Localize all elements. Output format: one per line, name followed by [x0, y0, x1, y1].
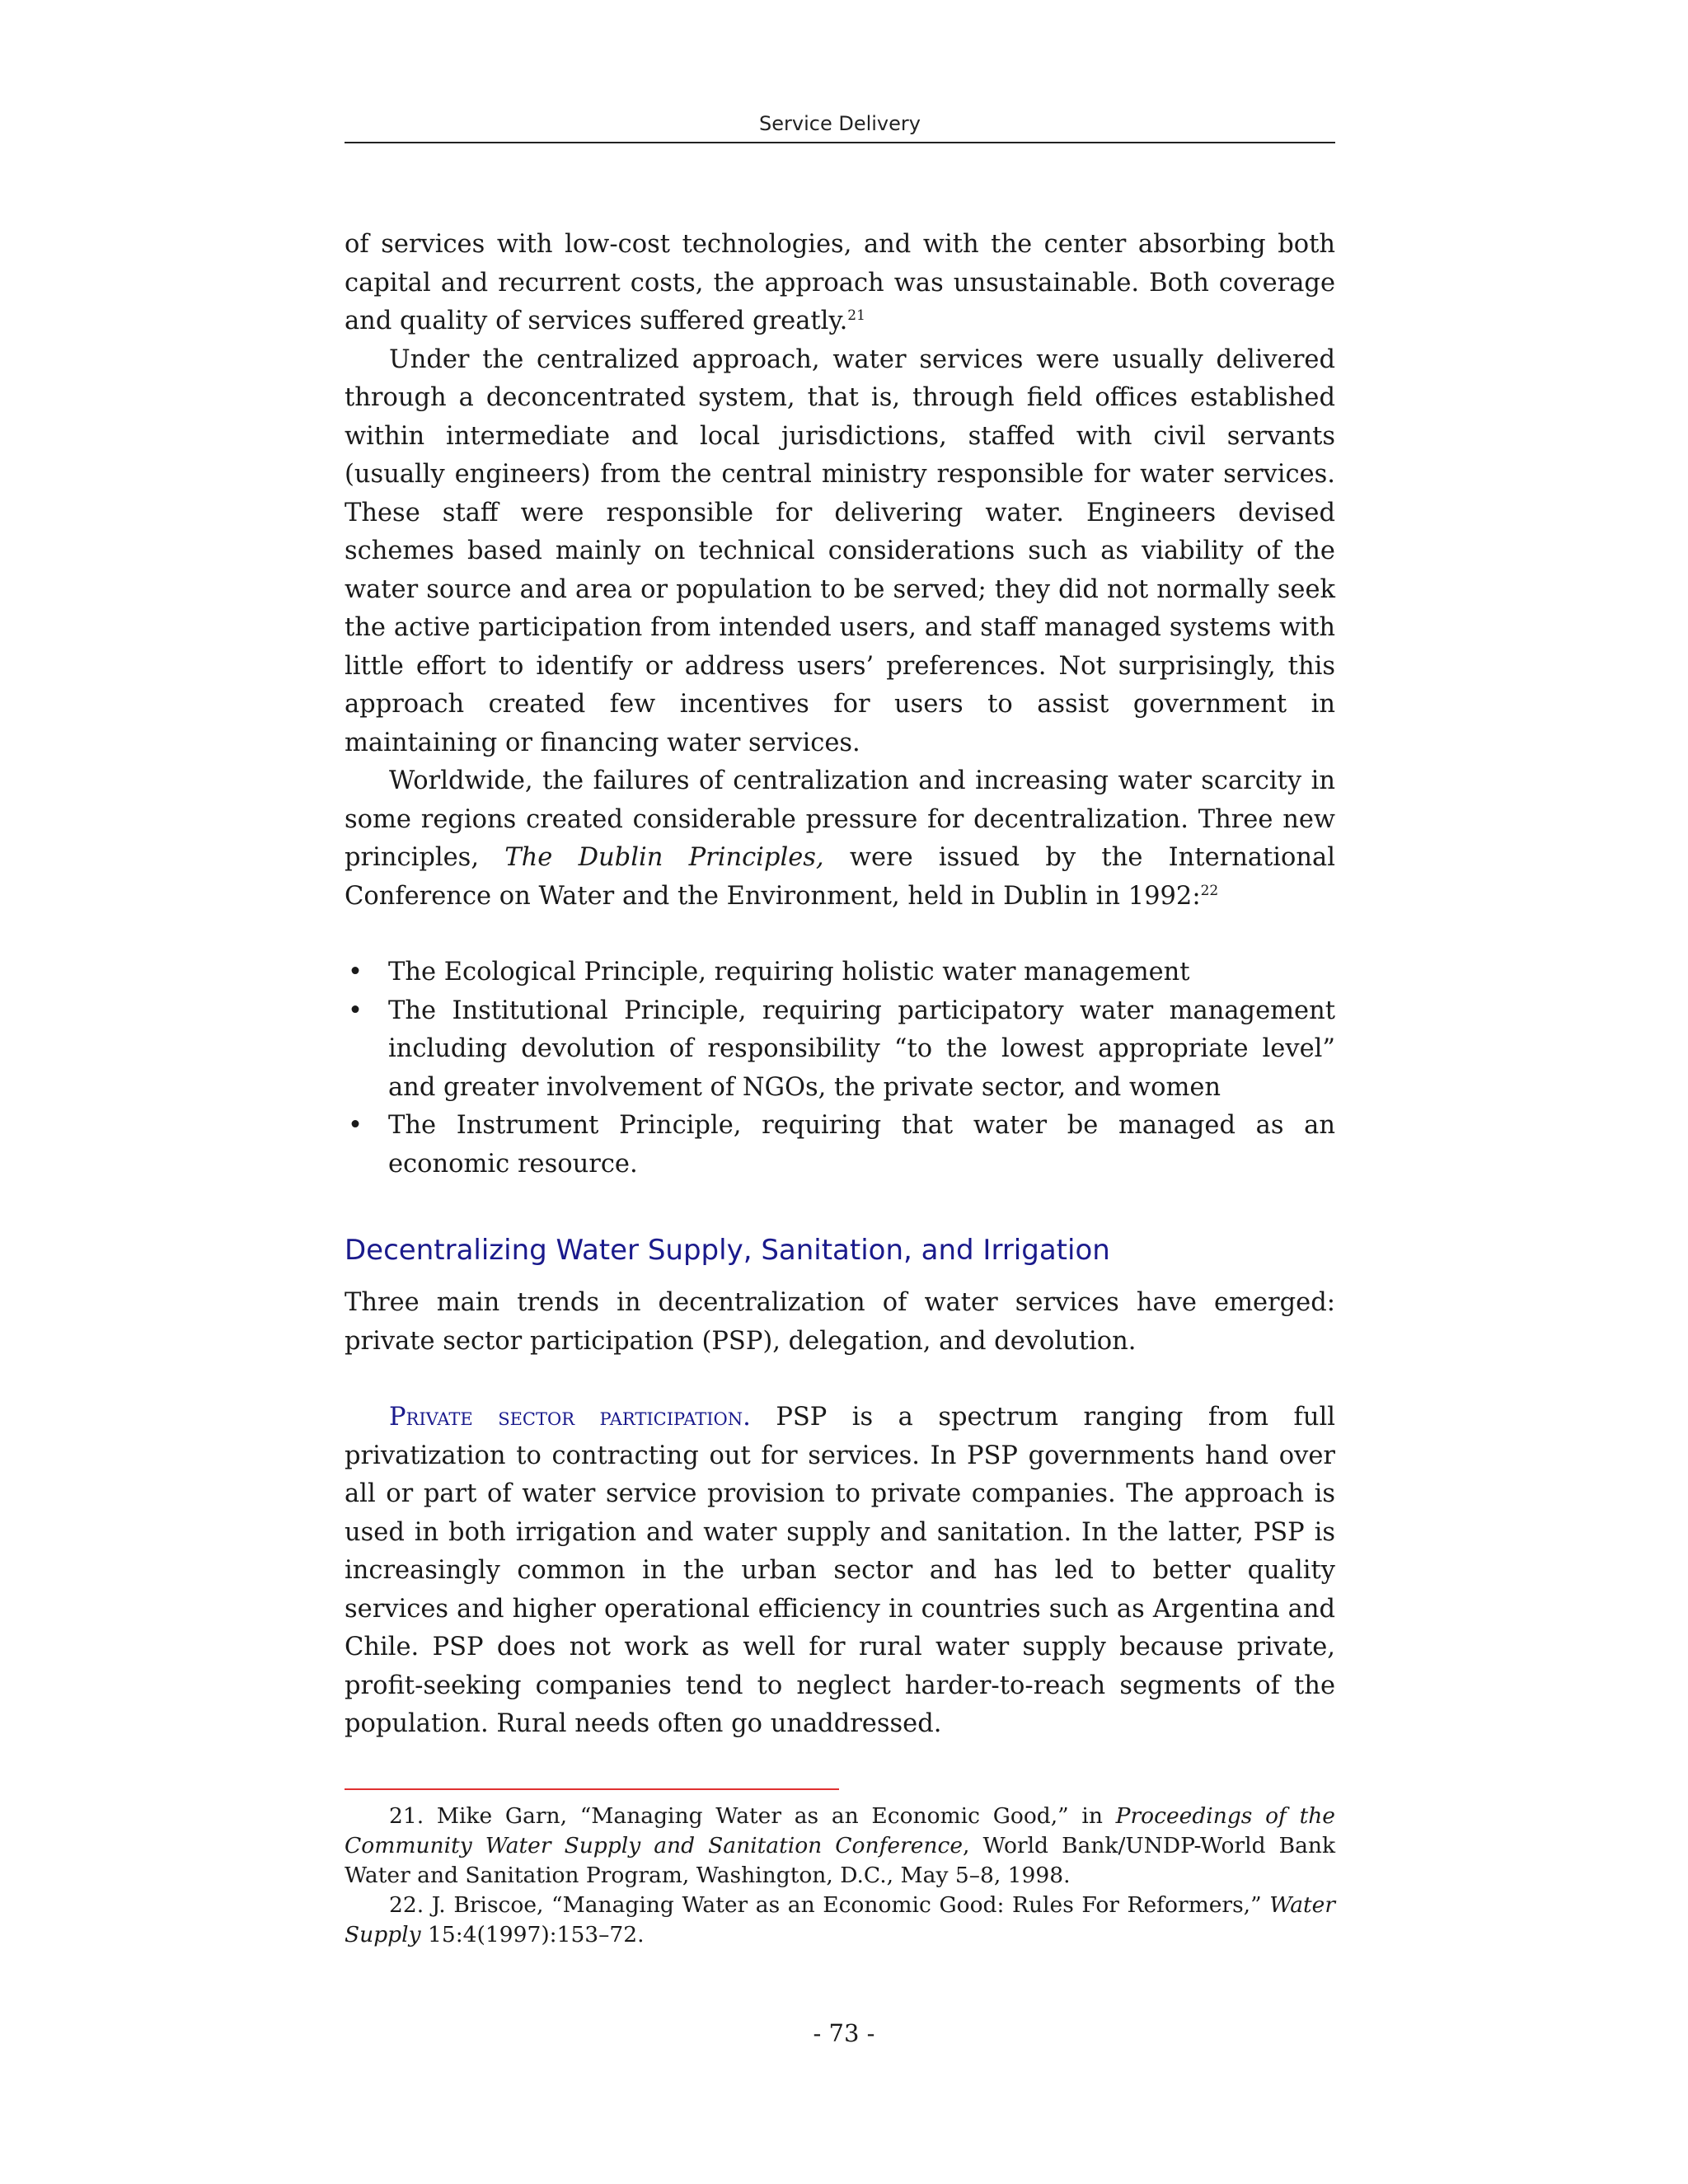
section-intro: Three main trends in decentralization of water services have emerged: private sector participation (PSP), delegation, and devolution.: [345, 1288, 1335, 1356]
footnotes: [345, 1802, 1335, 1950]
footnote-22-text-b: 15:4(1997):153–72.: [420, 1922, 645, 1947]
paragraph-3-text-a: Worldwide, the failures of centralization and increasing water scarcity in some regions created considerable pressure for decentralization. Three new principles,: [345, 766, 1335, 872]
page-number: - 73 -: [813, 2019, 875, 2047]
body-text: [345, 226, 1335, 1744]
psp-label: Private sector participation.: [389, 1403, 751, 1432]
list-item: [345, 954, 1335, 992]
footnote-21: [345, 1802, 1335, 1891]
list-item-text: The Ecological Principle, requiring holistic water management: [388, 958, 1190, 987]
footnote-21-text-a: 21. Mike Garn, “Managing Water as an Economic Good,” in: [389, 1803, 1116, 1829]
bullet-icon: •: [348, 958, 363, 987]
psp-text: PSP is a spectrum ranging from full privatization to contracting out for services. In PSP governments hand over all or part of water service provision to private companies. The approach is used in both irrigation and water supply and sanitation. In the latter, PSP is increasingly common in the urban sector and has led to better quality services and higher operational efficiency in countries such as Argentina and Chile. PSP does not work as well for rural water supply because private, profit-seeking companies tend to neglect harder-to-reach segments of the population. Rural needs often go unaddressed.: [345, 1403, 1335, 1738]
paragraph-1: [345, 226, 1335, 341]
paragraph-3: [345, 762, 1335, 916]
list-item: [345, 1107, 1335, 1183]
paragraph-2: Under the centralized approach, water services were usually delivered through a deconcentrated system, that is, through field offices established within intermediate and local jurisdictions, staffed with civil servants (usually engineers) from the central ministry responsible for water services. These staff were responsible for delivering water. Engineers devised schemes based mainly on technical considerations such as viability of the water source and area or population to be served; they did not normally seek the active participation from intended users, and staff managed systems with little effort to identify or address users’ preferences. Not surprisingly, this approach created few incentives for users to assist government in maintaining or financing water services.: [345, 344, 1335, 757]
footnote-ref-22[interactable]: 22: [1200, 882, 1219, 899]
paragraph-1-text: of services with low-cost technologies, and with the center absorbing both capital and recurrent costs, the approach was unsustainable. Both coverage and quality of services suffered greatly.: [345, 230, 1335, 335]
running-header: Service Delivery: [759, 112, 921, 135]
footnote-22: [345, 1891, 1335, 1950]
footnote-rule: [345, 1788, 839, 1790]
dublin-principles-title: The Dublin Principles,: [504, 843, 824, 872]
footnote-ref-21[interactable]: 21: [847, 307, 865, 324]
bullet-icon: •: [348, 996, 363, 1025]
header-rule: [345, 142, 1335, 143]
psp-paragraph: [345, 1399, 1335, 1744]
footnote-21-title: Proceedings of the Community Water Supply and Sanitation Conference: [345, 1803, 1335, 1858]
paragraph-3-text-b: were issued by the International Conference on Water and the Environment, held in Dublin in 1992:: [345, 843, 1335, 911]
paragraph-gap: [345, 1361, 1335, 1399]
footnote-22-title: Water Supply: [345, 1892, 1335, 1947]
list-item-text: The Instrument Principle, requiring that water be managed as an economic resource.: [388, 1111, 1335, 1179]
footnote-21-text-b: , World Bank/UNDP-World Bank Water and Sanitation Program, Washington, D.C., May 5–8, 1998.: [345, 1833, 1336, 1888]
section-heading: Decentralizing Water Supply, Sanitation, and Irrigation: [345, 1234, 1110, 1267]
list-item: [345, 992, 1335, 1108]
bullet-icon: •: [348, 1111, 363, 1140]
list-item-text: The Institutional Principle, requiring participatory water management including devolution of responsibility “to the lowest appropriate level” and greater involvement of NGOs, the private sector, and women: [388, 996, 1335, 1102]
footnote-22-text-a: 22. J. Briscoe, “Managing Water as an Economic Good: Rules For Reformers,”: [389, 1892, 1270, 1918]
principles-list: [345, 954, 1335, 1183]
